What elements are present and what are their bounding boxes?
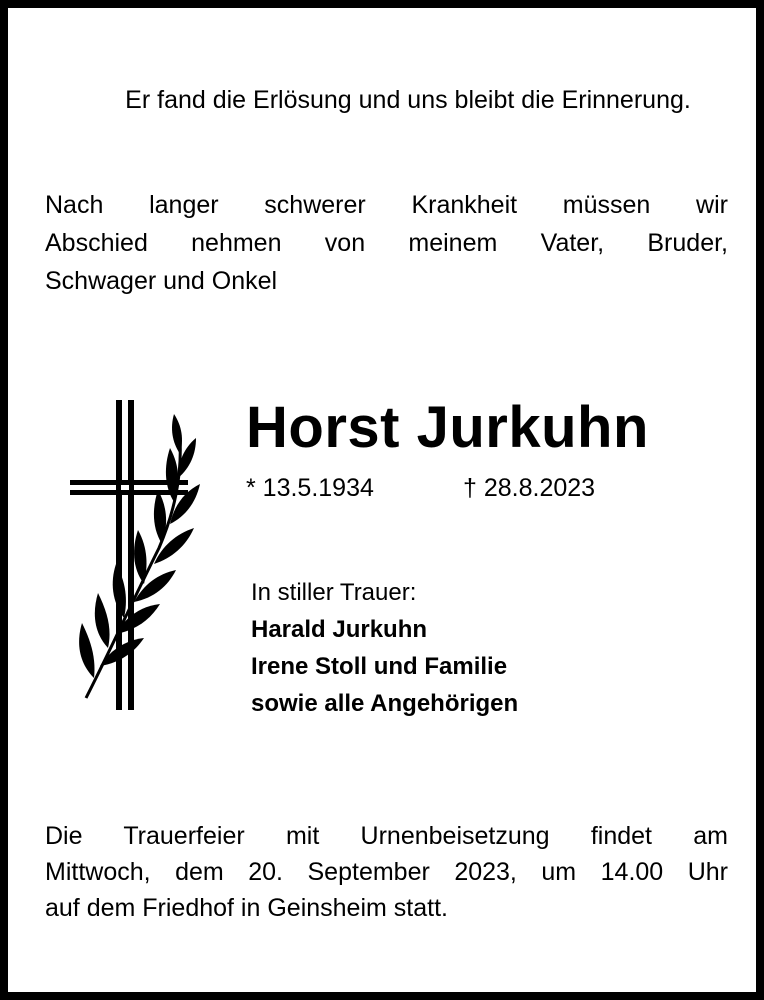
service-paragraph <box>45 818 728 926</box>
cross-with-palm-branch-icon <box>64 398 204 718</box>
intro-line: Schwager und Onkel <box>45 267 278 295</box>
intro-paragraph <box>45 186 728 300</box>
intro-line: Abschied nehmen von meinem Vater, Bruder, <box>45 229 728 257</box>
service-line: Die Trauerfeier mit Urnenbeisetzung findet am <box>45 822 728 850</box>
service-line: auf dem Friedhof in Geinsheim statt. <box>45 894 448 922</box>
mourner-name: Irene Stoll und Familie <box>251 653 508 680</box>
deceased-name: Horst Jurkuhn <box>246 395 649 460</box>
motto-text: Er fand die Erlösung und uns bleibt die Erinnerung. <box>125 86 691 114</box>
service-line: Mittwoch, dem 20. September 2023, um 14.00 Uhr <box>45 858 728 886</box>
mourners-block <box>251 574 518 722</box>
mourner-name: Harald Jurkuhn <box>251 616 428 643</box>
birth-date: * 13.5.1934 <box>246 474 374 502</box>
mourners-lead: In stiller Trauer: <box>251 579 417 606</box>
intro-line: Nach langer schwerer Krankheit müssen wir <box>45 191 728 219</box>
death-date: † 28.8.2023 <box>463 474 596 502</box>
mourner-name: sowie alle Angehörigen <box>251 690 519 717</box>
